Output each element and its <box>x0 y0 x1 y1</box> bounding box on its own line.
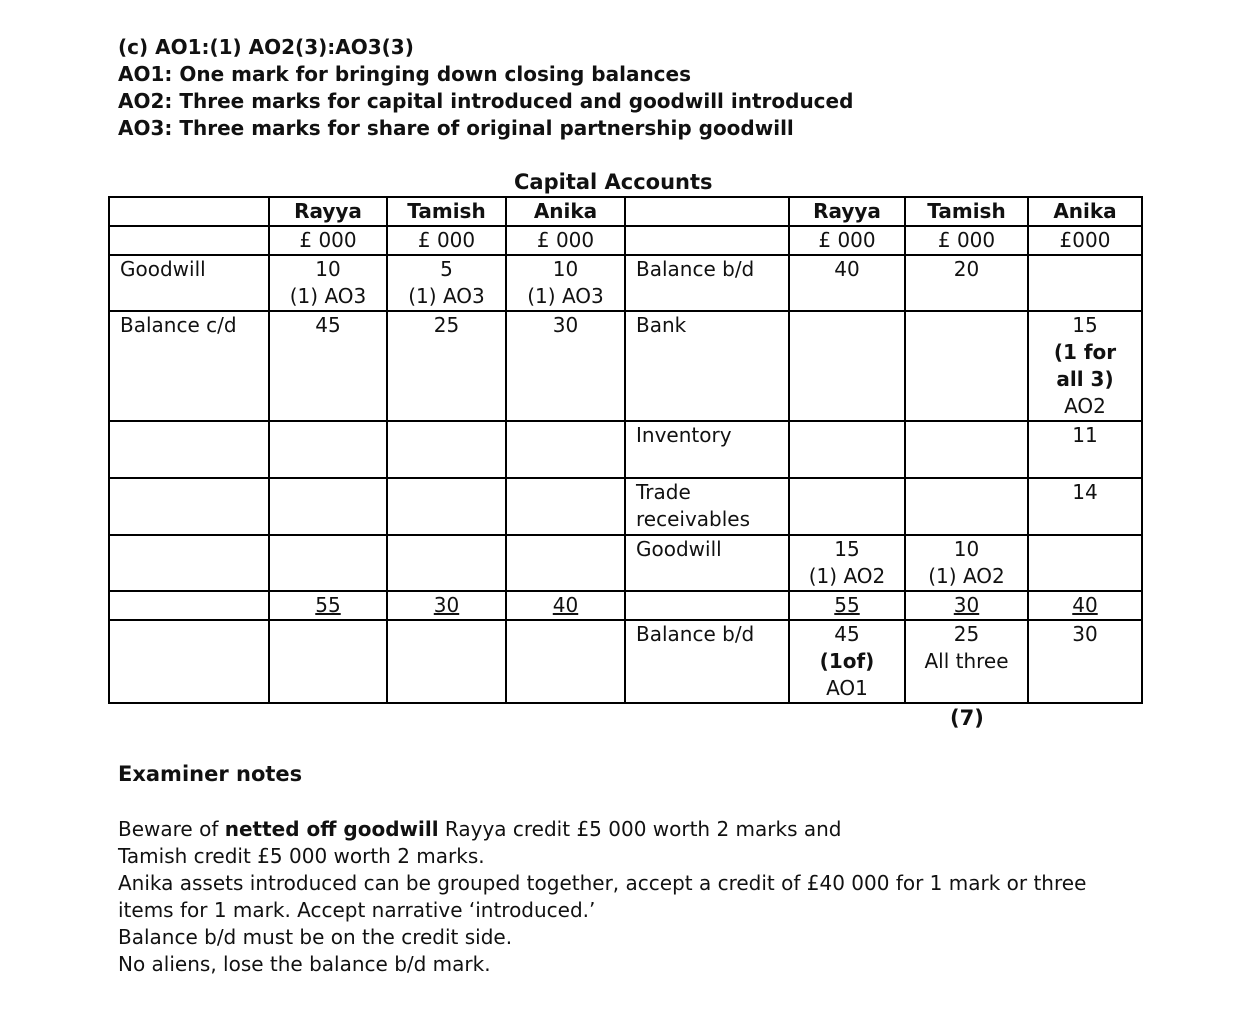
note-line: Beware of netted off goodwill Rayya credit £5 000 worth 2 marks and <box>118 817 842 841</box>
row-label-goodwill: Goodwill <box>109 255 269 311</box>
cell-balance-bd-tamish: 20 <box>905 255 1028 311</box>
row-label-balance-bd-closing: Balance b/d <box>625 620 789 703</box>
cell-balance-cd-rayya: 45 <box>269 311 387 421</box>
unit-tamish-cr: £ 000 <box>905 226 1028 255</box>
total-marks: (7) <box>950 706 984 730</box>
cell-goodwill-tamish: 5 (1) AO3 <box>387 255 506 311</box>
col-header-tamish: Tamish <box>387 197 506 226</box>
totals-row <box>109 591 1142 620</box>
cell-balance-cd-anika: 30 <box>506 311 625 421</box>
mark-scheme-header <box>118 34 853 142</box>
header-line-ao3: AO3: Three marks for share of original partnership goodwill <box>118 116 794 140</box>
unit-anika-cr: £000 <box>1028 226 1142 255</box>
header-line-ao2: AO2: Three marks for capital introduced and goodwill introduced <box>118 89 854 113</box>
cell-trade-anika: 14 <box>1028 478 1142 535</box>
total-rayya-cr: 55 <box>789 591 905 620</box>
note-line: items for 1 mark. Accept narrative ‘introduced.’ <box>118 898 596 922</box>
col-header-anika: Anika <box>506 197 625 226</box>
table-row <box>109 421 1142 478</box>
row-label-trade-receivables: Trade receivables <box>625 478 789 535</box>
total-anika: 40 <box>506 591 625 620</box>
table-row <box>109 620 1142 703</box>
unit-rayya: £ 000 <box>269 226 387 255</box>
cell-inventory-anika: 11 <box>1028 421 1142 478</box>
total-tamish-cr: 30 <box>905 591 1028 620</box>
table-header-row <box>109 197 1142 226</box>
note-line: No aliens, lose the balance b/d mark. <box>118 952 491 976</box>
cell-goodwill-cr-tamish: 10 (1) AO2 <box>905 535 1028 591</box>
table-row <box>109 255 1142 311</box>
cell-balance-bd-rayya: 40 <box>789 255 905 311</box>
note-line: Anika assets introduced can be grouped together, accept a credit of £40 000 for 1 mark or three <box>118 871 1087 895</box>
cell-balance-cd-tamish: 25 <box>387 311 506 421</box>
total-anika-cr: 40 <box>1028 591 1142 620</box>
row-label-goodwill-cr: Goodwill <box>625 535 789 591</box>
total-tamish: 30 <box>387 591 506 620</box>
table-units-row <box>109 226 1142 255</box>
header-line-ao1: AO1: One mark for bringing down closing balances <box>118 62 692 86</box>
note-line: Tamish credit £5 000 worth 2 marks. <box>118 844 485 868</box>
row-label-inventory: Inventory <box>625 421 789 478</box>
cell-balance-bd-closing-tamish: 25 All three <box>905 620 1028 703</box>
unit-tamish: £ 000 <box>387 226 506 255</box>
cell-balance-bd-closing-anika: 30 <box>1028 620 1142 703</box>
examiner-notes-heading: Examiner notes <box>118 762 303 786</box>
unit-anika: £ 000 <box>506 226 625 255</box>
col-header-rayya-cr: Rayya <box>789 197 905 226</box>
cell-balance-bd-closing-rayya: 45 (1of) AO1 <box>789 620 905 703</box>
note-line: Balance b/d must be on the credit side. <box>118 925 513 949</box>
row-label-balance-cd: Balance c/d <box>109 311 269 421</box>
row-label-balance-bd: Balance b/d <box>625 255 789 311</box>
cell-goodwill-rayya: 10 (1) AO3 <box>269 255 387 311</box>
header-line-allocation: (c) AO1:(1) AO2(3):AO3(3) <box>118 35 414 59</box>
table-row <box>109 311 1142 421</box>
table-title: Capital Accounts <box>514 170 713 194</box>
table-row <box>109 535 1142 591</box>
col-header-rayya: Rayya <box>269 197 387 226</box>
col-header-anika-cr: Anika <box>1028 197 1142 226</box>
cell-bank-anika: 15 (1 for all 3) AO2 <box>1028 311 1142 421</box>
total-rayya: 55 <box>269 591 387 620</box>
capital-accounts-table <box>108 196 1143 704</box>
cell-goodwill-cr-rayya: 15 (1) AO2 <box>789 535 905 591</box>
cell-goodwill-anika: 10 (1) AO3 <box>506 255 625 311</box>
examiner-notes <box>118 816 1086 978</box>
unit-rayya-cr: £ 000 <box>789 226 905 255</box>
table-row <box>109 478 1142 535</box>
row-label-bank: Bank <box>625 311 789 421</box>
col-header-tamish-cr: Tamish <box>905 197 1028 226</box>
